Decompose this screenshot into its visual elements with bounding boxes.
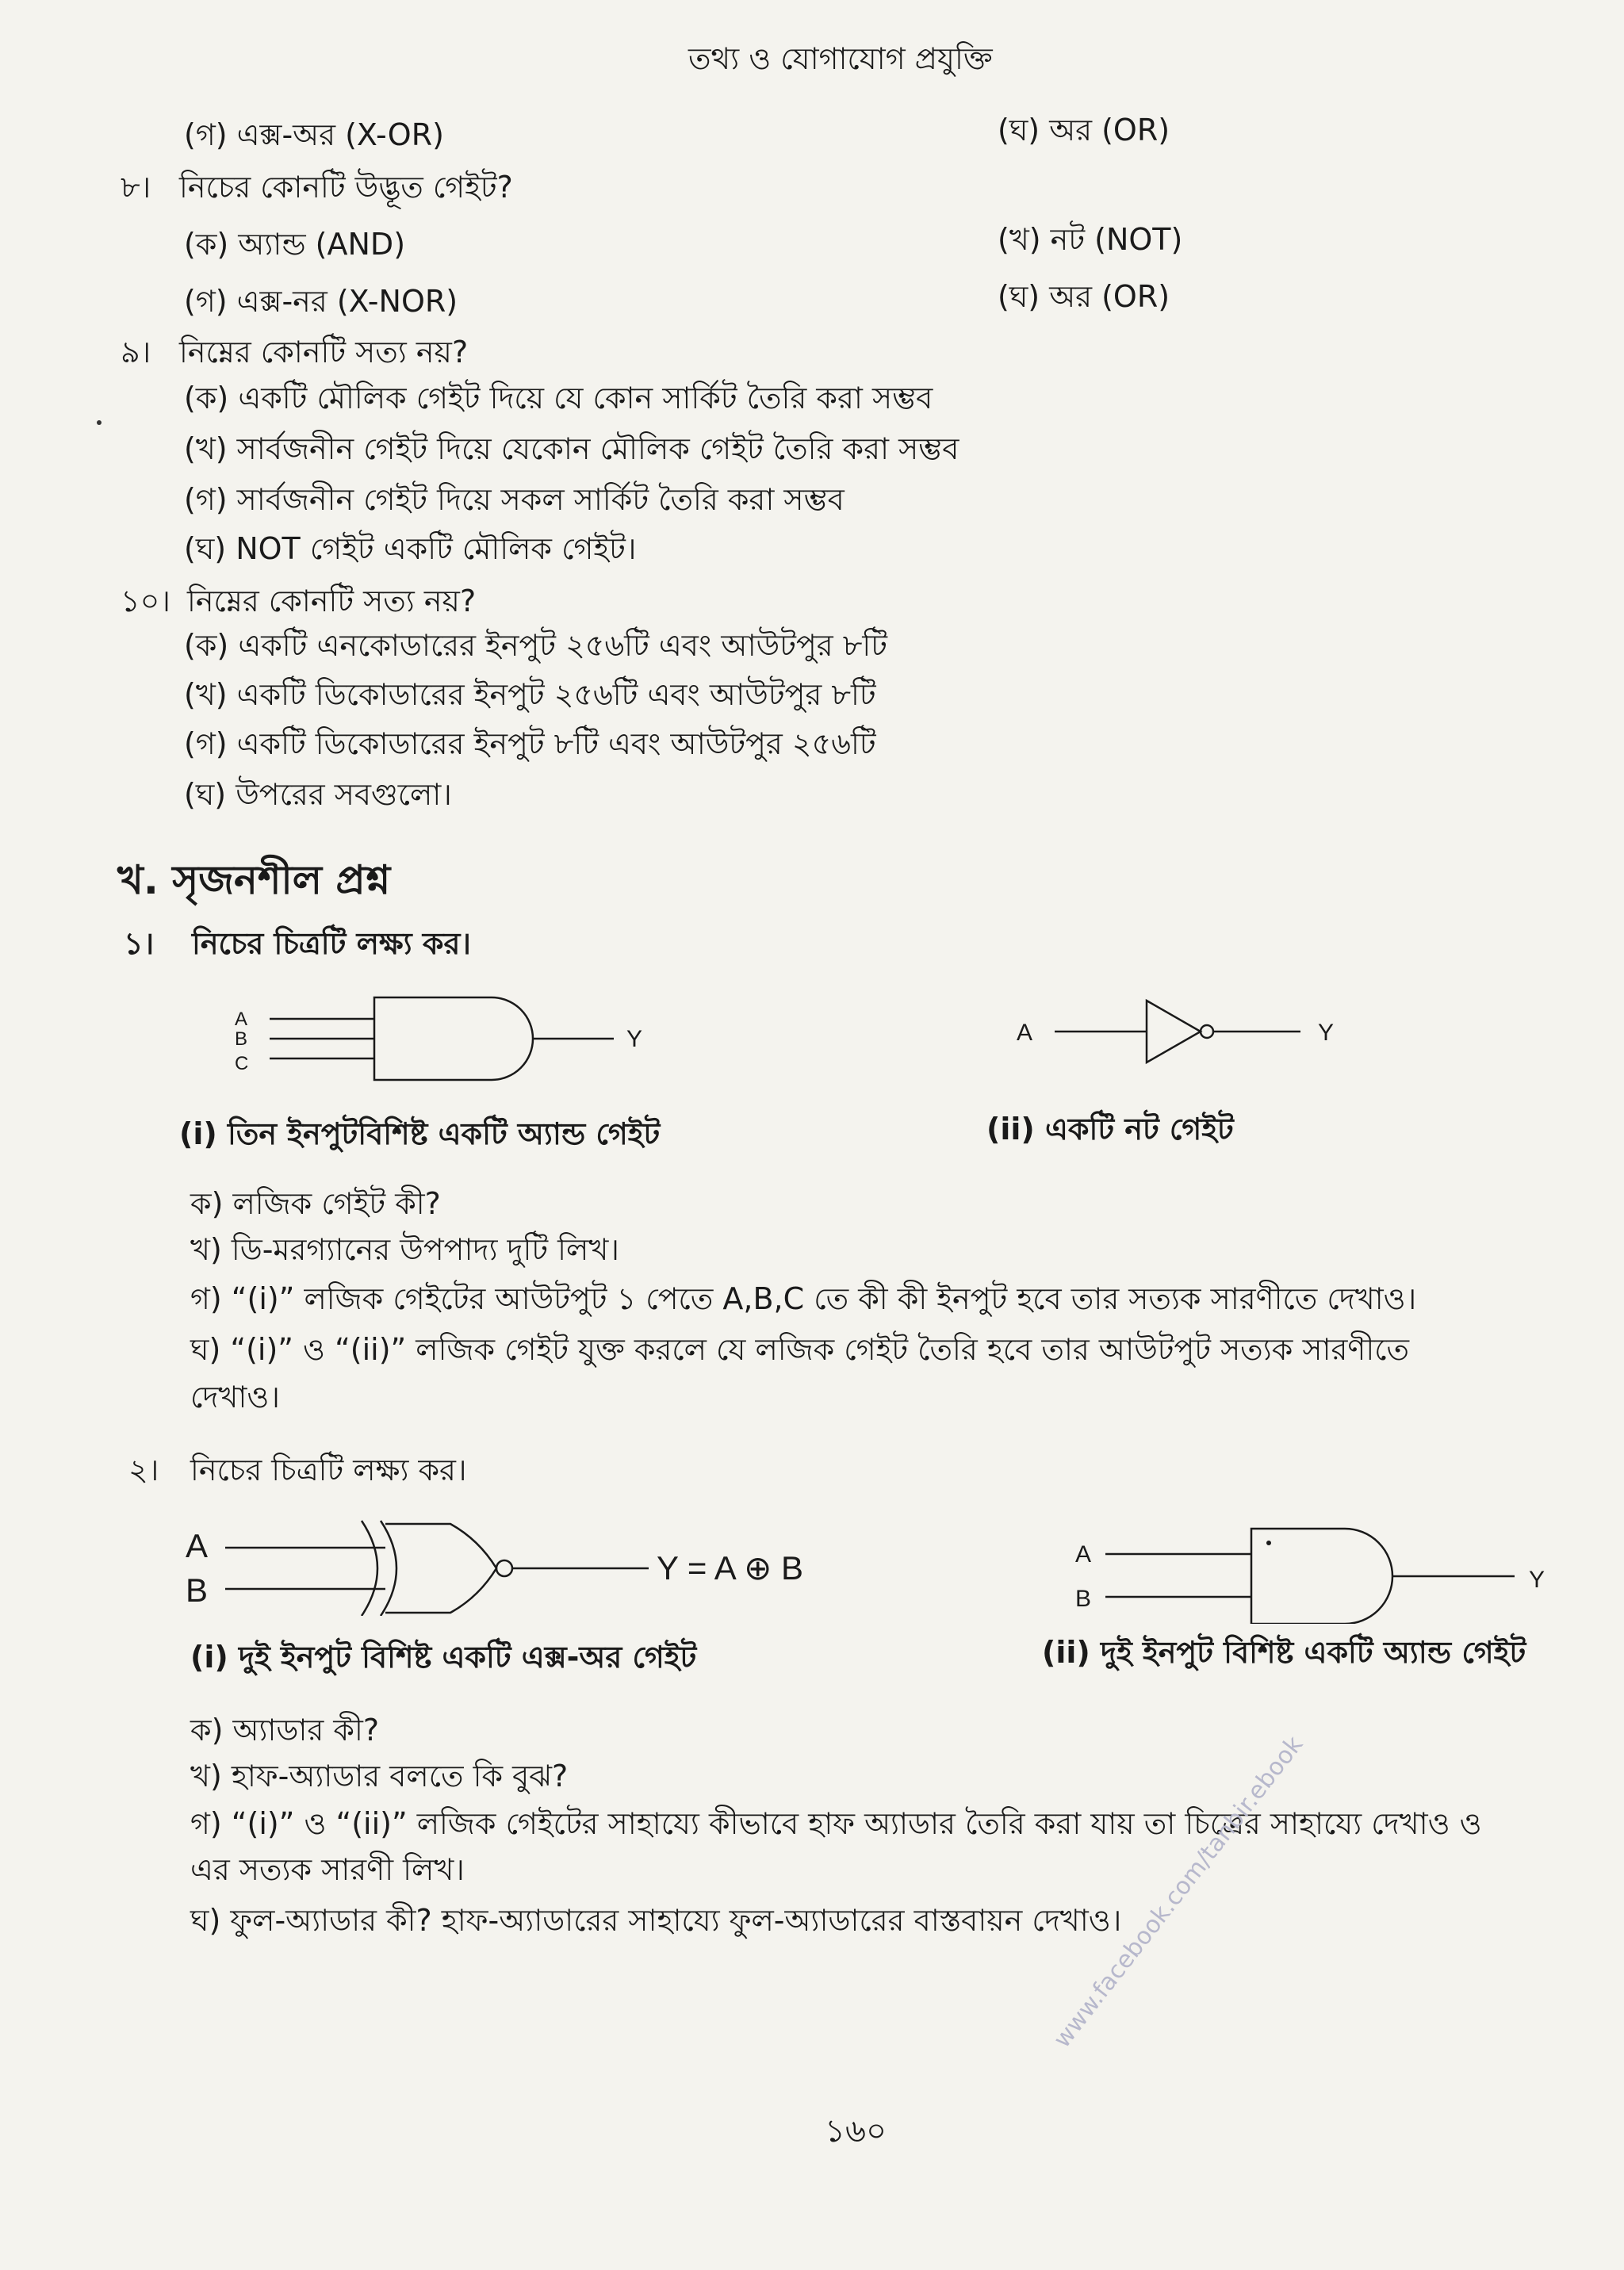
q10-option-c: (গ) একটি ডিকোডারের ইনপুট ৮টি এবং আউটপুর ২৫৬টি <box>184 726 876 761</box>
q10-option-d: (ঘ) উপরের সবগুলো। <box>184 777 452 812</box>
q8-option-d: (ঘ) অর (OR) <box>998 279 1170 314</box>
section-title: খ. সৃজনশীল প্রশ্ন <box>117 857 391 903</box>
page-number: ১৬০ <box>825 2113 887 2149</box>
and2-output-label: Y <box>1529 1567 1545 1593</box>
xor-input-a-label: A <box>186 1527 209 1564</box>
cq1-fig1-caption: (i) তিন ইনপুটবিশিষ্ট একটি অ্যান্ড গেইট <box>179 1116 661 1151</box>
cq2-part-ga-line2: এর সত্যক সারণী লিখ। <box>190 1852 465 1887</box>
cq2-number: ২। <box>128 1453 159 1487</box>
q9-option-a: (ক) একটি মৌলিক গেইট দিয়ে যে কোন সার্কিট তৈরি করা সম্ভব <box>184 381 933 415</box>
fig2-output-label: Y <box>1318 1020 1335 1046</box>
stray-mark <box>97 420 102 425</box>
two-input-and-gate-diagram <box>1066 1521 1557 1624</box>
xor-gate-diagram <box>178 1513 875 1616</box>
fig1-output-label: Y <box>626 1026 643 1052</box>
cq2-fig1-caption: (i) দুই ইনপুট বিশিষ্ট একটি এক্স-অর গেইট <box>190 1640 697 1675</box>
cq1-number: ১। <box>124 926 155 961</box>
cq1-fig2-caption: (ii) একটি নট গেইট <box>986 1112 1234 1146</box>
q7-option-d: (ঘ) অর (OR) <box>998 113 1170 147</box>
xor-output-label: Y = A ⊕ B <box>657 1549 804 1587</box>
page-header: তথ্য ও যোগাযোগ প্রযুক্তি <box>688 41 993 76</box>
xor-input-b-label: B <box>186 1571 209 1609</box>
cq2-fig2-caption: (ii) দুই ইনপুট বিশিষ্ট একটি অ্যান্ড গেইট <box>1042 1635 1526 1670</box>
q8-number: ৮। <box>121 170 151 205</box>
q9-option-c: (গ) সার্বজনীন গেইট দিয়ে সকল সার্কিট তৈরি করা সম্ভব <box>184 482 845 517</box>
fig1-input-a-label: A <box>235 1009 248 1030</box>
cq2-text: নিচের চিত্রটি লক্ষ্য কর। <box>190 1453 467 1487</box>
fig2-input-label: A <box>1017 1020 1033 1046</box>
cq2-part-ga-line1: গ) “(i)” ও “(ii)” লজিক গেইটের সাহায্যে কীভাবে হাফ অ্যাডার তৈরি করা যায় তা চিত্রের সাহায্যে দেখাও ও <box>190 1806 1482 1841</box>
three-input-and-gate-diagram <box>214 991 674 1094</box>
q8-option-a: (ক) অ্যান্ড (AND) <box>184 227 406 262</box>
cq1-text: নিচের চিত্রটি লক্ষ্য কর। <box>192 926 471 961</box>
cq1-part-gha-line1: ঘ) “(i)” ও “(ii)” লজিক গেইট যুক্ত করলে যে লজিক গেইট তৈরি হবে তার আউটপুট সত্যক সারণীতে <box>190 1332 1410 1367</box>
q10-number: ১০। <box>121 584 170 618</box>
cq1-part-ga: গ) “(i)” লজিক গেইটের আউটপুট ১ পেতে A,B,C তে কী কী ইনপুট হবে তার সত্যক সারণীতে দেখাও। <box>190 1281 1417 1316</box>
q10-option-a: (ক) একটি এনকোডারের ইনপুট ২৫৬টি এবং আউটপুর ৮টি <box>184 628 887 663</box>
q9-text: নিম্নের কোনটি সত্য নয়? <box>179 335 469 369</box>
and2-input-a-label: A <box>1075 1541 1092 1568</box>
q7-option-c: (গ) এক্স-অর (X-OR) <box>184 117 444 152</box>
q9-number: ৯। <box>121 335 151 369</box>
q10-option-b: (খ) একটি ডিকোডারের ইনপুট ২৫৬টি এবং আউটপুর ৮টি <box>184 677 876 712</box>
watermark-url: www.facebook.com/tanbir.ebook <box>1048 1731 1309 2054</box>
fig1-input-b-label: B <box>235 1028 248 1050</box>
fig1-input-c-label: C <box>235 1053 249 1074</box>
not-gate-diagram <box>1007 994 1356 1081</box>
q9-option-d: (ঘ) NOT গেইট একটি মৌলিক গেইট। <box>184 531 637 566</box>
cq2-part-kha: খ) হাফ-অ্যাডার বলতে কি বুঝ? <box>190 1759 569 1793</box>
q10-text: নিম্নের কোনটি সত্য নয়? <box>187 584 477 618</box>
q8-option-c: (গ) এক্স-নর (X-NOR) <box>184 284 458 319</box>
q9-option-b: (খ) সার্বজনীন গেইট দিয়ে যেকোন মৌলিক গেইট তৈরি করা সম্ভব <box>184 431 959 466</box>
cq1-part-kha: খ) ডি-মরগ্যানের উপপাদ্য দুটি লিখ। <box>190 1232 619 1267</box>
cq2-part-gha: ঘ) ফুল-অ্যাডার কী? হাফ-অ্যাডারের সাহায্যে ফুল-অ্যাডারের বাস্তবায়ন দেখাও। <box>190 1903 1122 1938</box>
cq1-part-ka: ক) লজিক গেইট কী? <box>190 1186 441 1221</box>
cq1-part-gha-line2: দেখাও। <box>190 1380 280 1414</box>
cq2-part-ka: ক) অ্যাডার কী? <box>190 1713 380 1747</box>
and2-input-b-label: B <box>1075 1586 1092 1612</box>
q8-option-b: (খ) নট (NOT) <box>998 222 1183 257</box>
q8-text: নিচের কোনটি উদ্ভূত গেইট? <box>179 170 513 205</box>
